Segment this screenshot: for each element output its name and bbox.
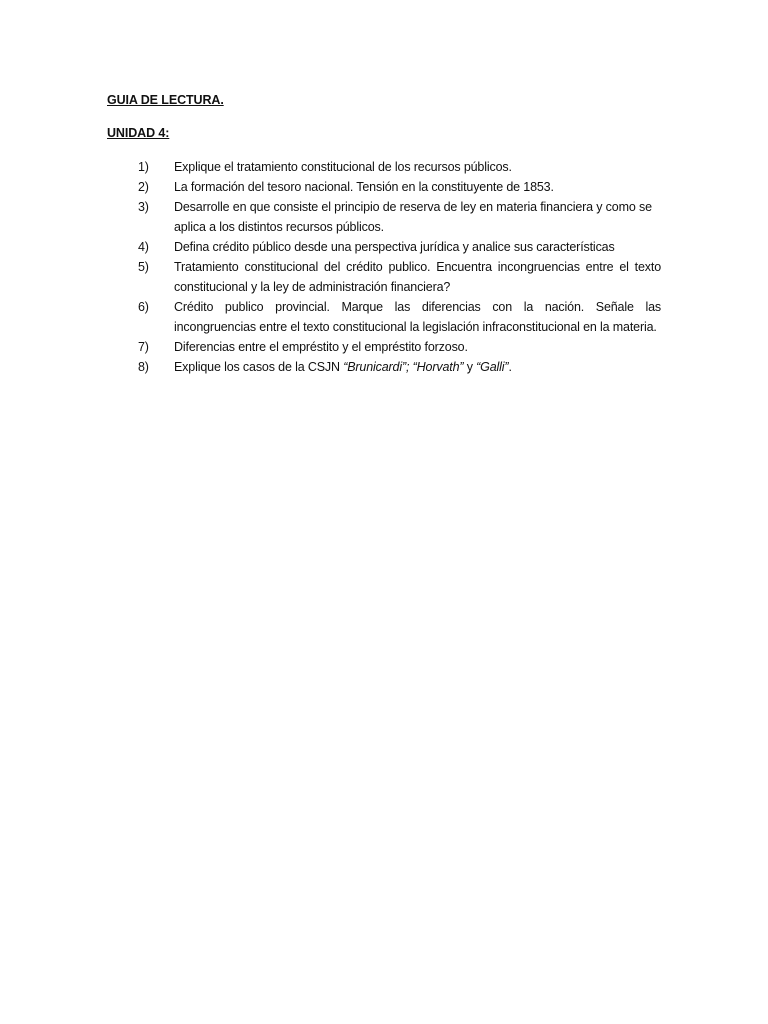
list-item <box>138 237 661 257</box>
list-item <box>138 337 661 357</box>
question-list <box>138 157 661 377</box>
item-text-suffix: . <box>508 360 512 374</box>
list-item <box>138 177 661 197</box>
case-names-2: “Galli” <box>476 360 509 374</box>
document-title: GUIA DE LECTURA. <box>107 93 224 107</box>
item-number: 6) <box>138 300 149 314</box>
item-text: Defina crédito público desde una perspectiva jurídica y analice sus características <box>174 240 615 254</box>
list-item <box>138 197 661 237</box>
item-number: 7) <box>138 340 149 354</box>
item-text: Diferencias entre el empréstito y el empréstito forzoso. <box>174 340 468 354</box>
item-text: Desarrolle en que consiste el principio de reserva de ley en materia financiera y como se aplica a los distintos recursos públicos. <box>174 200 652 234</box>
item-text: Explique el tratamiento constitucional de los recursos públicos. <box>174 160 512 174</box>
list-item <box>138 297 661 337</box>
case-names-1: “Brunicardi”; “Horvath” <box>343 360 464 374</box>
item-text: Crédito publico provincial. Marque las diferencias con la nación. Señale las incongruencias entre el texto constitucional la legislación infraconstitucional en la materia. <box>174 300 661 334</box>
item-number: 1) <box>138 160 149 174</box>
case-connector: y <box>463 360 477 374</box>
list-item <box>138 257 661 297</box>
list-item <box>138 357 661 377</box>
list-item <box>138 157 661 177</box>
item-text: Tratamiento constitucional del crédito publico. Encuentra incongruencias entre el texto constitucional y la ley de administración financiera? <box>174 260 661 294</box>
item-number: 3) <box>138 200 149 214</box>
item-number: 4) <box>138 240 149 254</box>
item-text: La formación del tesoro nacional. Tensión en la constituyente de 1853. <box>174 180 554 194</box>
item-number: 8) <box>138 360 149 374</box>
item-text-prefix: Explique los casos de la CSJN <box>174 360 344 374</box>
item-number: 5) <box>138 260 149 274</box>
unit-heading: UNIDAD 4: <box>107 126 170 140</box>
item-text <box>174 357 661 377</box>
item-number: 2) <box>138 180 149 194</box>
